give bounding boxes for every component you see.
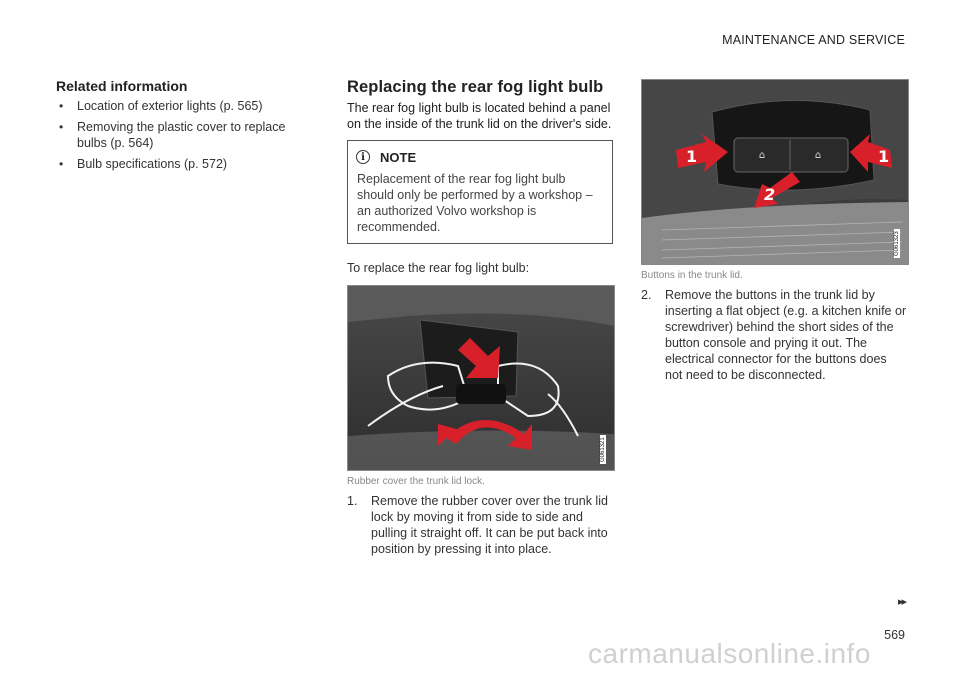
intro-text: The rear fog light bulb is located behind a panel on the inside of the trunk lid on the driver's side. [347, 101, 612, 131]
related-link-bulb-specs[interactable]: • Bulb specifications (p. 572) [56, 156, 318, 172]
figure-label-1-left: 1 [686, 147, 698, 166]
info-icon: i [356, 150, 370, 164]
step-text: Remove the buttons in the trunk lid by inserting a flat object (e.g. a kitchen knife or screwdriver) behind the short sides of the button console and prying it out. The electrical connector for the buttons does not need to be disconnected. [665, 288, 907, 382]
figure-label-1-right: 1 [878, 147, 890, 166]
related-title: Related information [56, 78, 188, 94]
note-box [347, 140, 613, 244]
figure-caption: Rubber cover the trunk lid lock. [347, 476, 485, 487]
step-text: Remove the rubber cover over the trunk lid lock by moving it from side to side and pulling it straight off. It can be put back into position by pressing it into place. [371, 494, 608, 556]
figure-rubber-cover [347, 285, 615, 471]
double-chevron-right-icon[interactable]: ▸▸ [897, 596, 905, 608]
step-number: 1. [347, 494, 358, 508]
figure-code: G061321 [600, 437, 606, 462]
svg-text:⌂: ⌂ [758, 150, 766, 161]
page-number: 569 [884, 628, 905, 642]
figure-label-2: 2 [764, 185, 776, 204]
section-header: MAINTENANCE AND SERVICE [722, 33, 905, 47]
watermark: carmanualsonline.info [588, 638, 871, 669]
related-information [56, 78, 318, 177]
figure-code: G061323 [894, 231, 900, 256]
page-title: Replacing the rear fog light bulb [347, 78, 604, 96]
right-column [641, 79, 907, 383]
figure-trunk-buttons [641, 79, 909, 265]
note-title: NOTE [380, 149, 417, 165]
note-body: Replacement of the rear fog light bulb should only be performed by a workshop – an authorized Volvo workshop is recommended. [357, 172, 593, 234]
related-link-exterior-lights[interactable]: • Location of exterior lights (p. 565) [56, 98, 318, 114]
related-list [56, 98, 318, 172]
rubber-cover-illustration [348, 286, 614, 470]
main-column [347, 78, 613, 557]
related-link-plastic-cover[interactable]: • Removing the plastic cover to replace bulbs (p. 564) [56, 119, 318, 151]
step-number: 2. [641, 288, 652, 302]
step-1 [347, 493, 613, 557]
figure-caption: Buttons in the trunk lid. [641, 270, 743, 281]
step-2 [641, 287, 907, 383]
lead-text: To replace the rear fog light bulb: [347, 261, 530, 275]
svg-text:⌂: ⌂ [814, 150, 822, 161]
trunk-buttons-illustration [642, 80, 908, 264]
